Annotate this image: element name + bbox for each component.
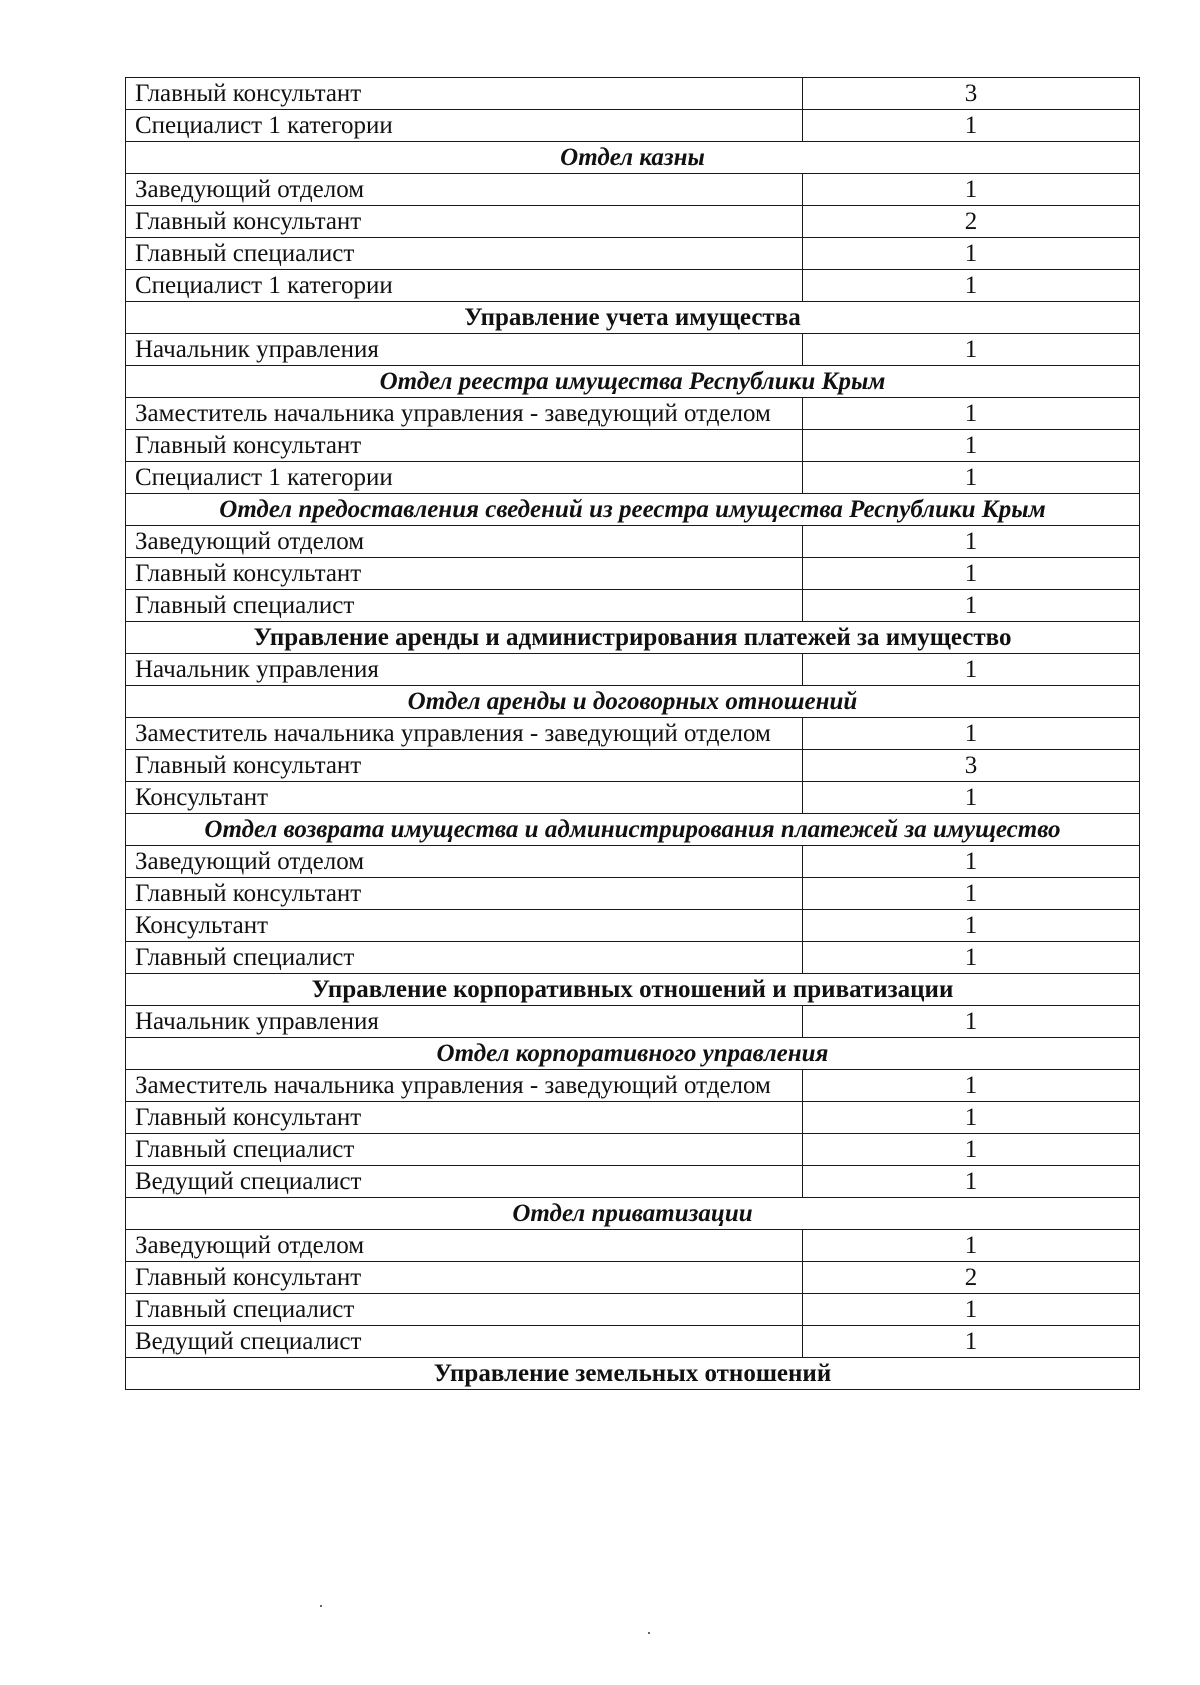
table-row (126, 1326, 1140, 1358)
table-row (126, 206, 1140, 238)
count-cell: 1 (803, 1070, 1140, 1102)
count-cell: 1 (803, 846, 1140, 878)
department-title: Отдел аренды и договорных отношений (126, 686, 1140, 718)
count-cell: 1 (803, 942, 1140, 974)
position-cell: Заведующий отделом (126, 174, 803, 206)
count-cell: 1 (803, 558, 1140, 590)
administration-header-row (126, 622, 1140, 654)
count-cell: 1 (803, 718, 1140, 750)
table-row (126, 782, 1140, 814)
position-cell: Начальник управления (126, 1006, 803, 1038)
count-cell: 3 (803, 78, 1140, 110)
table-row (126, 590, 1140, 622)
position-cell: Главный специалист (126, 1294, 803, 1326)
count-cell: 2 (803, 1262, 1140, 1294)
department-title: Отдел реестра имущества Республики Крым (126, 366, 1140, 398)
count-cell: 1 (803, 1134, 1140, 1166)
table-row (126, 78, 1140, 110)
table-row (126, 718, 1140, 750)
position-cell: Главный специалист (126, 590, 803, 622)
count-cell: 1 (803, 782, 1140, 814)
administration-header-row (126, 974, 1140, 1006)
table-row (126, 1006, 1140, 1038)
table-row (126, 1134, 1140, 1166)
table-row (126, 526, 1140, 558)
administration-header-row (126, 1358, 1140, 1390)
table-row (126, 110, 1140, 142)
count-cell: 1 (803, 1294, 1140, 1326)
count-cell: 1 (803, 1006, 1140, 1038)
scan-speck (320, 1605, 322, 1607)
table-row (126, 1102, 1140, 1134)
count-cell: 1 (803, 334, 1140, 366)
position-cell: Главный консультант (126, 1262, 803, 1294)
administration-title: Управление корпоративных отношений и приватизации (126, 974, 1140, 1006)
count-cell: 1 (803, 1102, 1140, 1134)
department-header-row (126, 1038, 1140, 1070)
count-cell: 1 (803, 1326, 1140, 1358)
position-cell: Специалист 1 категории (126, 462, 803, 494)
position-cell: Главный специалист (126, 1134, 803, 1166)
position-cell: Специалист 1 категории (126, 270, 803, 302)
count-cell: 1 (803, 462, 1140, 494)
table-row (126, 878, 1140, 910)
department-title: Отдел казны (126, 142, 1140, 174)
table-row (126, 942, 1140, 974)
count-cell: 1 (803, 110, 1140, 142)
position-cell: Консультант (126, 910, 803, 942)
position-cell: Главный консультант (126, 558, 803, 590)
staff-schedule-table (125, 77, 1140, 1390)
position-cell: Главный консультант (126, 1102, 803, 1134)
position-cell: Заведующий отделом (126, 846, 803, 878)
position-cell: Начальник управления (126, 334, 803, 366)
count-cell: 1 (803, 878, 1140, 910)
table-row (126, 750, 1140, 782)
position-cell: Главный консультант (126, 78, 803, 110)
position-cell: Заместитель начальника управления - заведующий отделом (126, 718, 803, 750)
table-row (126, 558, 1140, 590)
table-row (126, 654, 1140, 686)
count-cell: 1 (803, 590, 1140, 622)
position-cell: Главный консультант (126, 206, 803, 238)
table-row (126, 846, 1140, 878)
department-title: Отдел предоставления сведений из реестра имущества Республики Крым (126, 494, 1140, 526)
count-cell: 1 (803, 526, 1140, 558)
position-cell: Главный консультант (126, 878, 803, 910)
position-cell: Заместитель начальника управления - заведующий отделом (126, 398, 803, 430)
table-row (126, 430, 1140, 462)
scan-speck (648, 1632, 650, 1634)
table-row (126, 1230, 1140, 1262)
position-cell: Заместитель начальника управления - заведующий отделом (126, 1070, 803, 1102)
department-header-row (126, 494, 1140, 526)
count-cell: 1 (803, 174, 1140, 206)
position-cell: Ведущий специалист (126, 1166, 803, 1198)
position-cell: Главный специалист (126, 942, 803, 974)
department-header-row (126, 686, 1140, 718)
position-cell: Заведующий отделом (126, 526, 803, 558)
department-header-row (126, 814, 1140, 846)
position-cell: Главный консультант (126, 430, 803, 462)
table-row (126, 334, 1140, 366)
table-row (126, 174, 1140, 206)
department-title: Отдел возврата имущества и администрирования платежей за имущество (126, 814, 1140, 846)
department-header-row (126, 142, 1140, 174)
department-header-row (126, 366, 1140, 398)
count-cell: 1 (803, 910, 1140, 942)
table-row (126, 1262, 1140, 1294)
count-cell: 1 (803, 654, 1140, 686)
table-row (126, 270, 1140, 302)
table-row (126, 238, 1140, 270)
position-cell: Начальник управления (126, 654, 803, 686)
administration-title: Управление земельных отношений (126, 1358, 1140, 1390)
table-row (126, 462, 1140, 494)
department-title: Отдел приватизации (126, 1198, 1140, 1230)
table-row (126, 398, 1140, 430)
count-cell: 1 (803, 1230, 1140, 1262)
table-row (126, 1294, 1140, 1326)
count-cell: 1 (803, 1166, 1140, 1198)
table-row (126, 1166, 1140, 1198)
count-cell: 3 (803, 750, 1140, 782)
count-cell: 1 (803, 270, 1140, 302)
administration-title: Управление аренды и администрирования платежей за имущество (126, 622, 1140, 654)
administration-title: Управление учета имущества (126, 302, 1140, 334)
staff-table-body (126, 78, 1140, 1390)
position-cell: Главный консультант (126, 750, 803, 782)
table-row (126, 910, 1140, 942)
position-cell: Специалист 1 категории (126, 110, 803, 142)
position-cell: Главный специалист (126, 238, 803, 270)
table-row (126, 1070, 1140, 1102)
administration-header-row (126, 302, 1140, 334)
department-title: Отдел корпоративного управления (126, 1038, 1140, 1070)
count-cell: 1 (803, 398, 1140, 430)
position-cell: Ведущий специалист (126, 1326, 803, 1358)
position-cell: Консультант (126, 782, 803, 814)
department-header-row (126, 1198, 1140, 1230)
count-cell: 1 (803, 238, 1140, 270)
count-cell: 1 (803, 430, 1140, 462)
count-cell: 2 (803, 206, 1140, 238)
position-cell: Заведующий отделом (126, 1230, 803, 1262)
